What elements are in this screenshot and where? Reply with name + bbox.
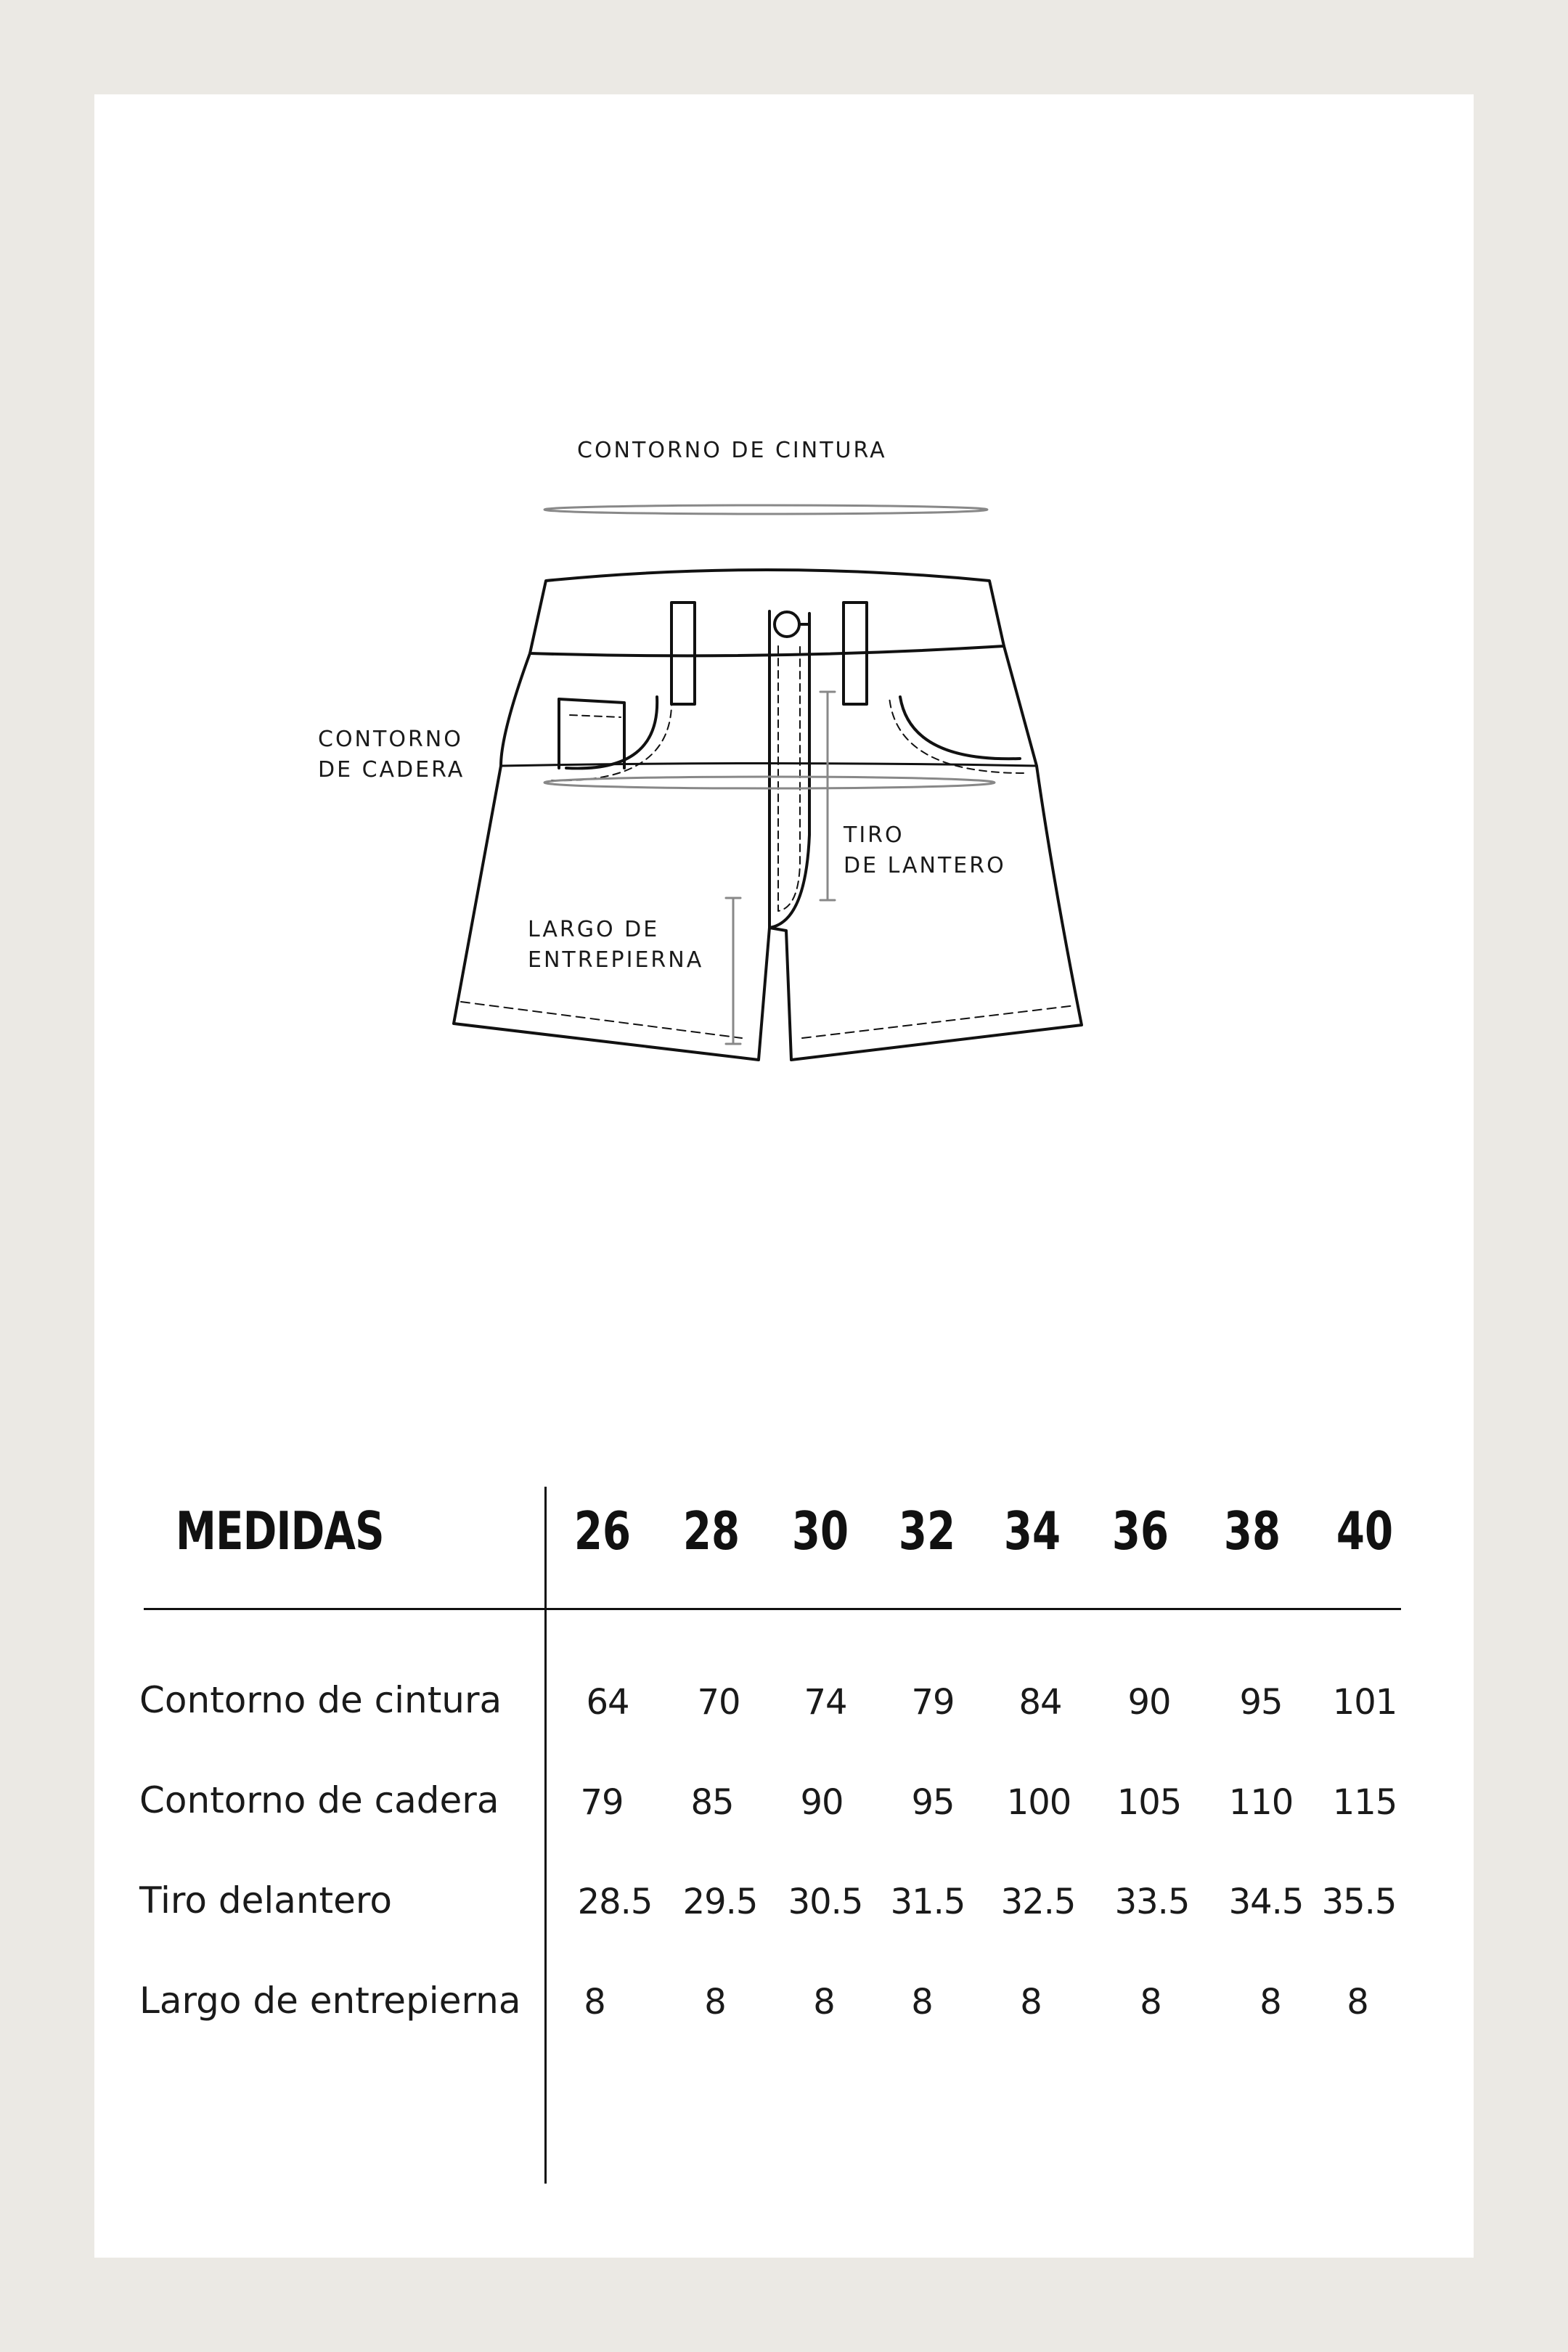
waist-label: CONTORNO DE CINTURA [577,438,887,463]
rise-label: TIRO DE LANTERO [844,822,1006,878]
table-cell: 84 [1018,1682,1062,1723]
hip-label: CONTORNO DE CADERA [318,727,465,783]
size-36: 36 [1111,1500,1169,1561]
table-cell: 28.5 [577,1882,653,1922]
table-cell: 8 [704,1982,726,2022]
size-40: 40 [1336,1500,1394,1561]
table-cell: 8 [911,1982,933,2022]
table-cell: 70 [697,1682,740,1723]
table-cell: 32.5 [1000,1882,1076,1922]
table-cell: 34.5 [1228,1882,1304,1922]
table-cell: 110 [1228,1782,1294,1823]
size-table [94,94,1474,2258]
table-cell: 35.5 [1321,1882,1397,1922]
size-30: 30 [791,1500,849,1561]
table-cell: 8 [1347,1982,1368,2022]
table-cell: 79 [911,1682,955,1723]
table-cell: 33.5 [1114,1882,1190,1922]
table-cell: 31.5 [890,1882,965,1922]
table-cell: 90 [800,1782,844,1823]
header-divider [144,1608,1401,1610]
table-cell: 101 [1332,1682,1397,1723]
size-chart-card [94,94,1474,2258]
size-38: 38 [1223,1500,1281,1561]
row-label-waist: Contorno de cintura [139,1679,502,1721]
table-cell: 85 [690,1782,734,1823]
table-cell: 64 [586,1682,629,1723]
size-34: 34 [1003,1500,1061,1561]
table-cell: 29.5 [682,1882,758,1922]
row-label-inseam: Largo de entrepierna [139,1980,521,2022]
table-cell: 8 [813,1982,835,2022]
table-cell: 8 [584,1982,605,2022]
inseam-label: LARGO DE ENTREPIERNA [528,917,704,973]
table-cell: 90 [1127,1682,1171,1723]
row-label-hip: Contorno de cadera [139,1779,499,1821]
table-header: MEDIDAS [176,1500,384,1561]
size-26: 26 [573,1500,632,1561]
row-label-rise: Tiro delantero [139,1879,392,1922]
table-cell: 95 [1239,1682,1283,1723]
table-cell: 95 [911,1782,955,1823]
table-cell: 74 [804,1682,847,1723]
size-32: 32 [898,1500,956,1561]
table-cell: 100 [1006,1782,1071,1823]
size-28: 28 [682,1500,740,1561]
table-cell: 79 [580,1782,624,1823]
table-cell: 105 [1116,1782,1182,1823]
table-cell: 8 [1140,1982,1161,2022]
table-cell: 115 [1332,1782,1397,1823]
column-divider [544,1487,547,2184]
table-cell: 30.5 [788,1882,863,1922]
table-cell: 8 [1259,1982,1281,2022]
table-cell: 8 [1020,1982,1042,2022]
